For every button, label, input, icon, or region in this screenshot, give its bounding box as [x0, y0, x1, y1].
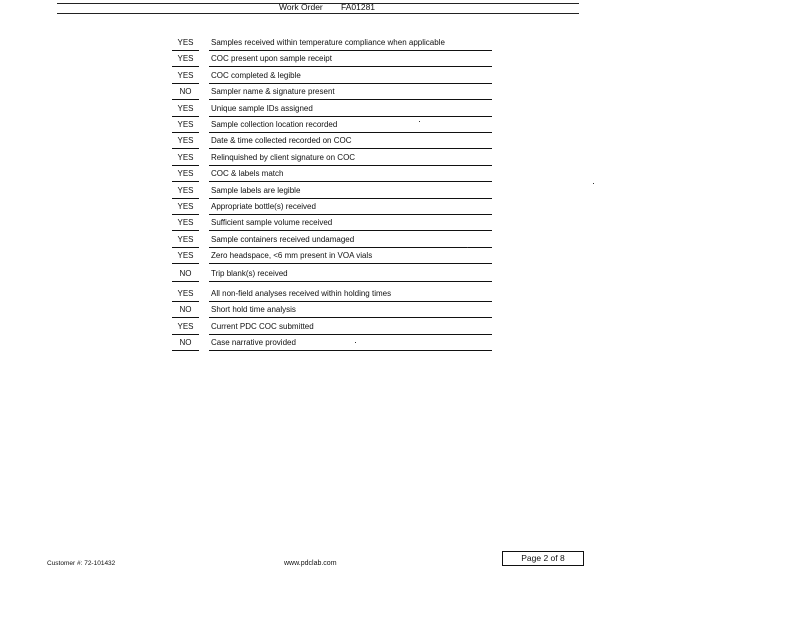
customer-number: Customer #: 72-101432	[47, 560, 116, 567]
checklist-answer: NO	[179, 87, 192, 97]
checklist-row	[0, 265, 800, 281]
checklist-row	[0, 301, 800, 317]
checklist-row	[0, 285, 800, 301]
checklist-item: Date & time collected recorded on COC	[211, 136, 352, 146]
checklist-item: Short hold time analysis	[211, 305, 296, 315]
checklist-item: Samples received within temperature compliance when applicable	[211, 38, 445, 47]
checklist-item: Sample collection location recorded	[211, 120, 338, 129]
item-underline	[209, 350, 492, 351]
checklist-answer: YES	[177, 251, 194, 261]
checklist-item: Sampler name & signature present	[211, 87, 335, 97]
lab-website: www.pdclab.com	[284, 560, 337, 567]
checklist-item: Zero headspace, <6 mm present in VOA vials	[211, 251, 373, 261]
checklist-row	[0, 149, 800, 165]
checklist-item: Sufficient sample volume received	[211, 218, 333, 228]
checklist-row	[0, 165, 800, 181]
checklist-item: COC present upon sample receipt	[211, 54, 332, 64]
checklist-item: Case narrative provided	[211, 338, 296, 348]
checklist-row	[0, 50, 800, 66]
checklist-answer: NO	[179, 305, 192, 315]
checklist-row	[0, 100, 800, 116]
scan-speck	[419, 121, 420, 122]
header-bottom-rule	[57, 13, 579, 14]
checklist-item: Unique sample IDs assigned	[211, 103, 313, 113]
checklist-item: Current PDC COC submitted	[211, 321, 314, 331]
checklist-answer: YES	[177, 321, 194, 331]
checklist-answer: YES	[177, 289, 194, 298]
checklist-answer: YES	[177, 103, 194, 113]
checklist-answer: NO	[179, 338, 192, 348]
checklist-answer: YES	[177, 218, 194, 228]
checklist-item: Sample labels are legible	[211, 185, 301, 195]
checklist-row	[0, 318, 800, 334]
checklist-item: Sample containers received undamaged	[211, 234, 355, 244]
work-order-label: Work Order	[279, 2, 323, 12]
checklist-answer: YES	[177, 169, 194, 179]
scan-speck	[593, 183, 594, 184]
checklist-row	[0, 198, 800, 214]
checklist-item: Appropriate bottle(s) received	[211, 202, 316, 211]
checklist-row	[0, 132, 800, 148]
checklist-item: COC & labels match	[211, 169, 284, 179]
checklist-answer: YES	[177, 234, 194, 244]
checklist-row	[0, 67, 800, 83]
checklist-answer: YES	[177, 152, 194, 162]
checklist-row	[0, 182, 800, 198]
checklist-answer: YES	[177, 70, 194, 80]
checklist-answer: YES	[177, 185, 194, 195]
work-order-value: FA01281	[341, 2, 376, 12]
checklist-answer: YES	[177, 202, 194, 211]
checklist-answer: YES	[177, 38, 194, 47]
checklist-answer: YES	[177, 120, 194, 129]
checklist-item: Relinquished by client signature on COC	[211, 152, 356, 162]
checklist-row	[0, 214, 800, 230]
checklist-row	[0, 83, 800, 99]
scan-speck	[467, 247, 468, 248]
checklist-row	[0, 231, 800, 247]
checklist-item: All non-field analyses received within holding times	[211, 289, 392, 298]
checklist-answer: YES	[177, 136, 194, 146]
scan-speck	[355, 342, 356, 343]
checklist-row	[0, 116, 800, 132]
answer-underline	[172, 350, 199, 351]
checklist-row	[0, 334, 800, 350]
checklist-row	[0, 34, 800, 50]
checklist-answer: YES	[177, 54, 194, 64]
checklist-answer: NO	[179, 269, 192, 278]
checklist-item: Trip blank(s) received	[211, 269, 288, 278]
answer-underline	[172, 281, 199, 282]
checklist-item: COC completed & legible	[211, 70, 301, 80]
checklist-row	[0, 247, 800, 263]
item-underline	[209, 281, 492, 282]
page-number-box: Page 2 of 8	[502, 551, 584, 566]
